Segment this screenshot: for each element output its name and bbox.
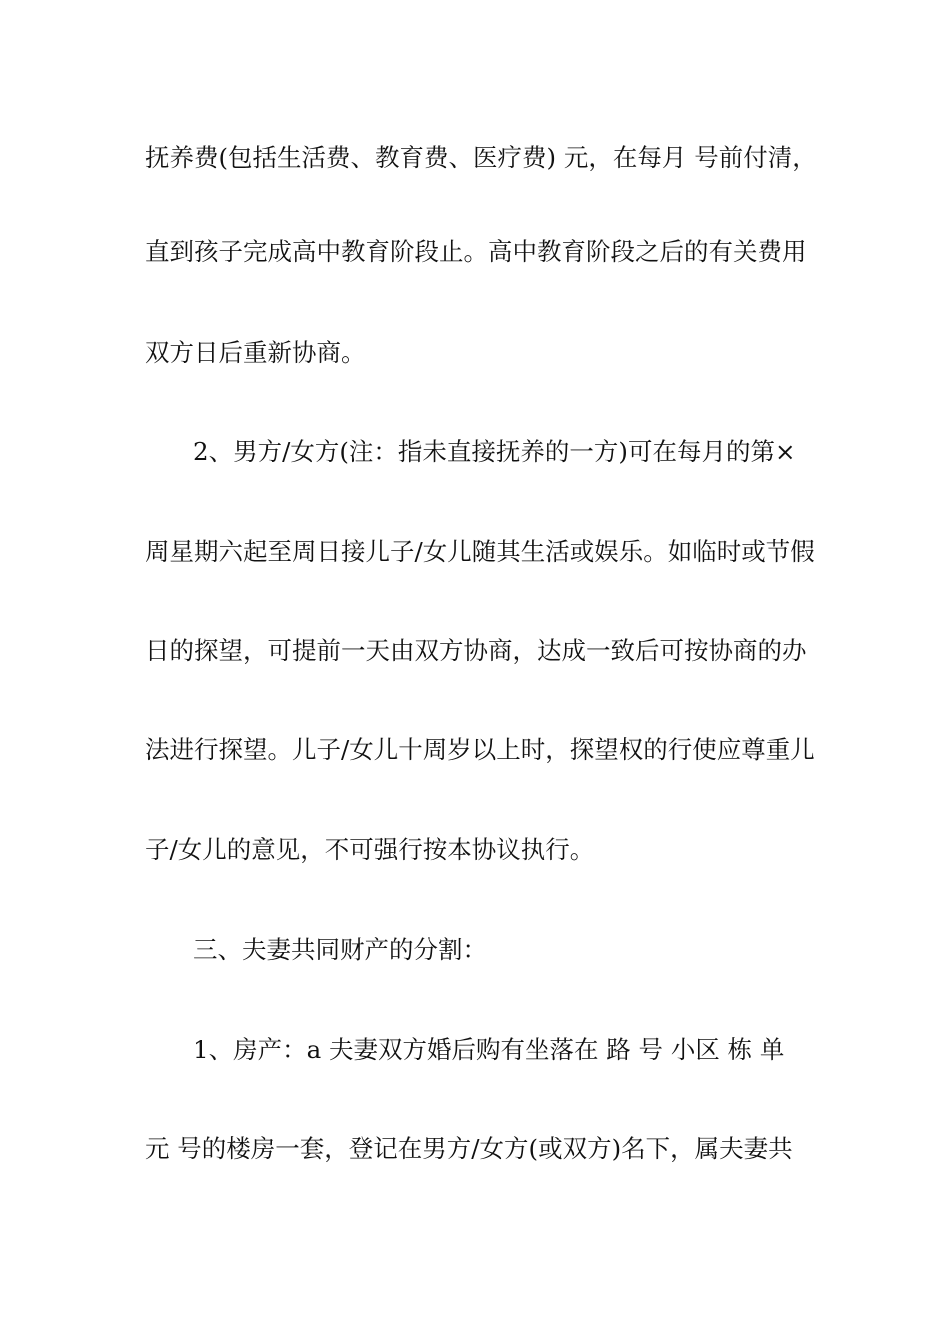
text-line: 元 号的楼房一套，登记在男方/女方(或双方)名下，属夫妻共 (145, 1134, 793, 1163)
text-line: 日的探望，可提前一天由双方协商，达成一致后可按协商的办 (145, 636, 807, 665)
text-line: 直到孩子完成高中教育阶段止。高中教育阶段之后的有关费用 (145, 237, 807, 266)
text-line: 1、房产：a 夫妻双方婚后购有坐落在 路 号 小区 栋 单 (193, 1035, 785, 1064)
text-line: 法进行探望。儿子/女儿十周岁以上时，探望权的行使应尊重儿 (145, 735, 815, 764)
text-line: 周星期六起至周日接儿子/女儿随其生活或娱乐。如临时或节假 (145, 537, 815, 566)
text-line: 2、男方/女方(注：指未直接抚养的一方)可在每月的第× (193, 437, 796, 466)
section-heading: 三、夫妻共同财产的分割： (193, 935, 487, 964)
text-line: 子/女儿的意见，不可强行按本协议执行。 (145, 835, 595, 864)
text-line: 双方日后重新协商。 (145, 338, 366, 367)
text-line: 抚养费(包括生活费、教育费、医疗费) 元，在每月 号前付清， (145, 143, 817, 172)
